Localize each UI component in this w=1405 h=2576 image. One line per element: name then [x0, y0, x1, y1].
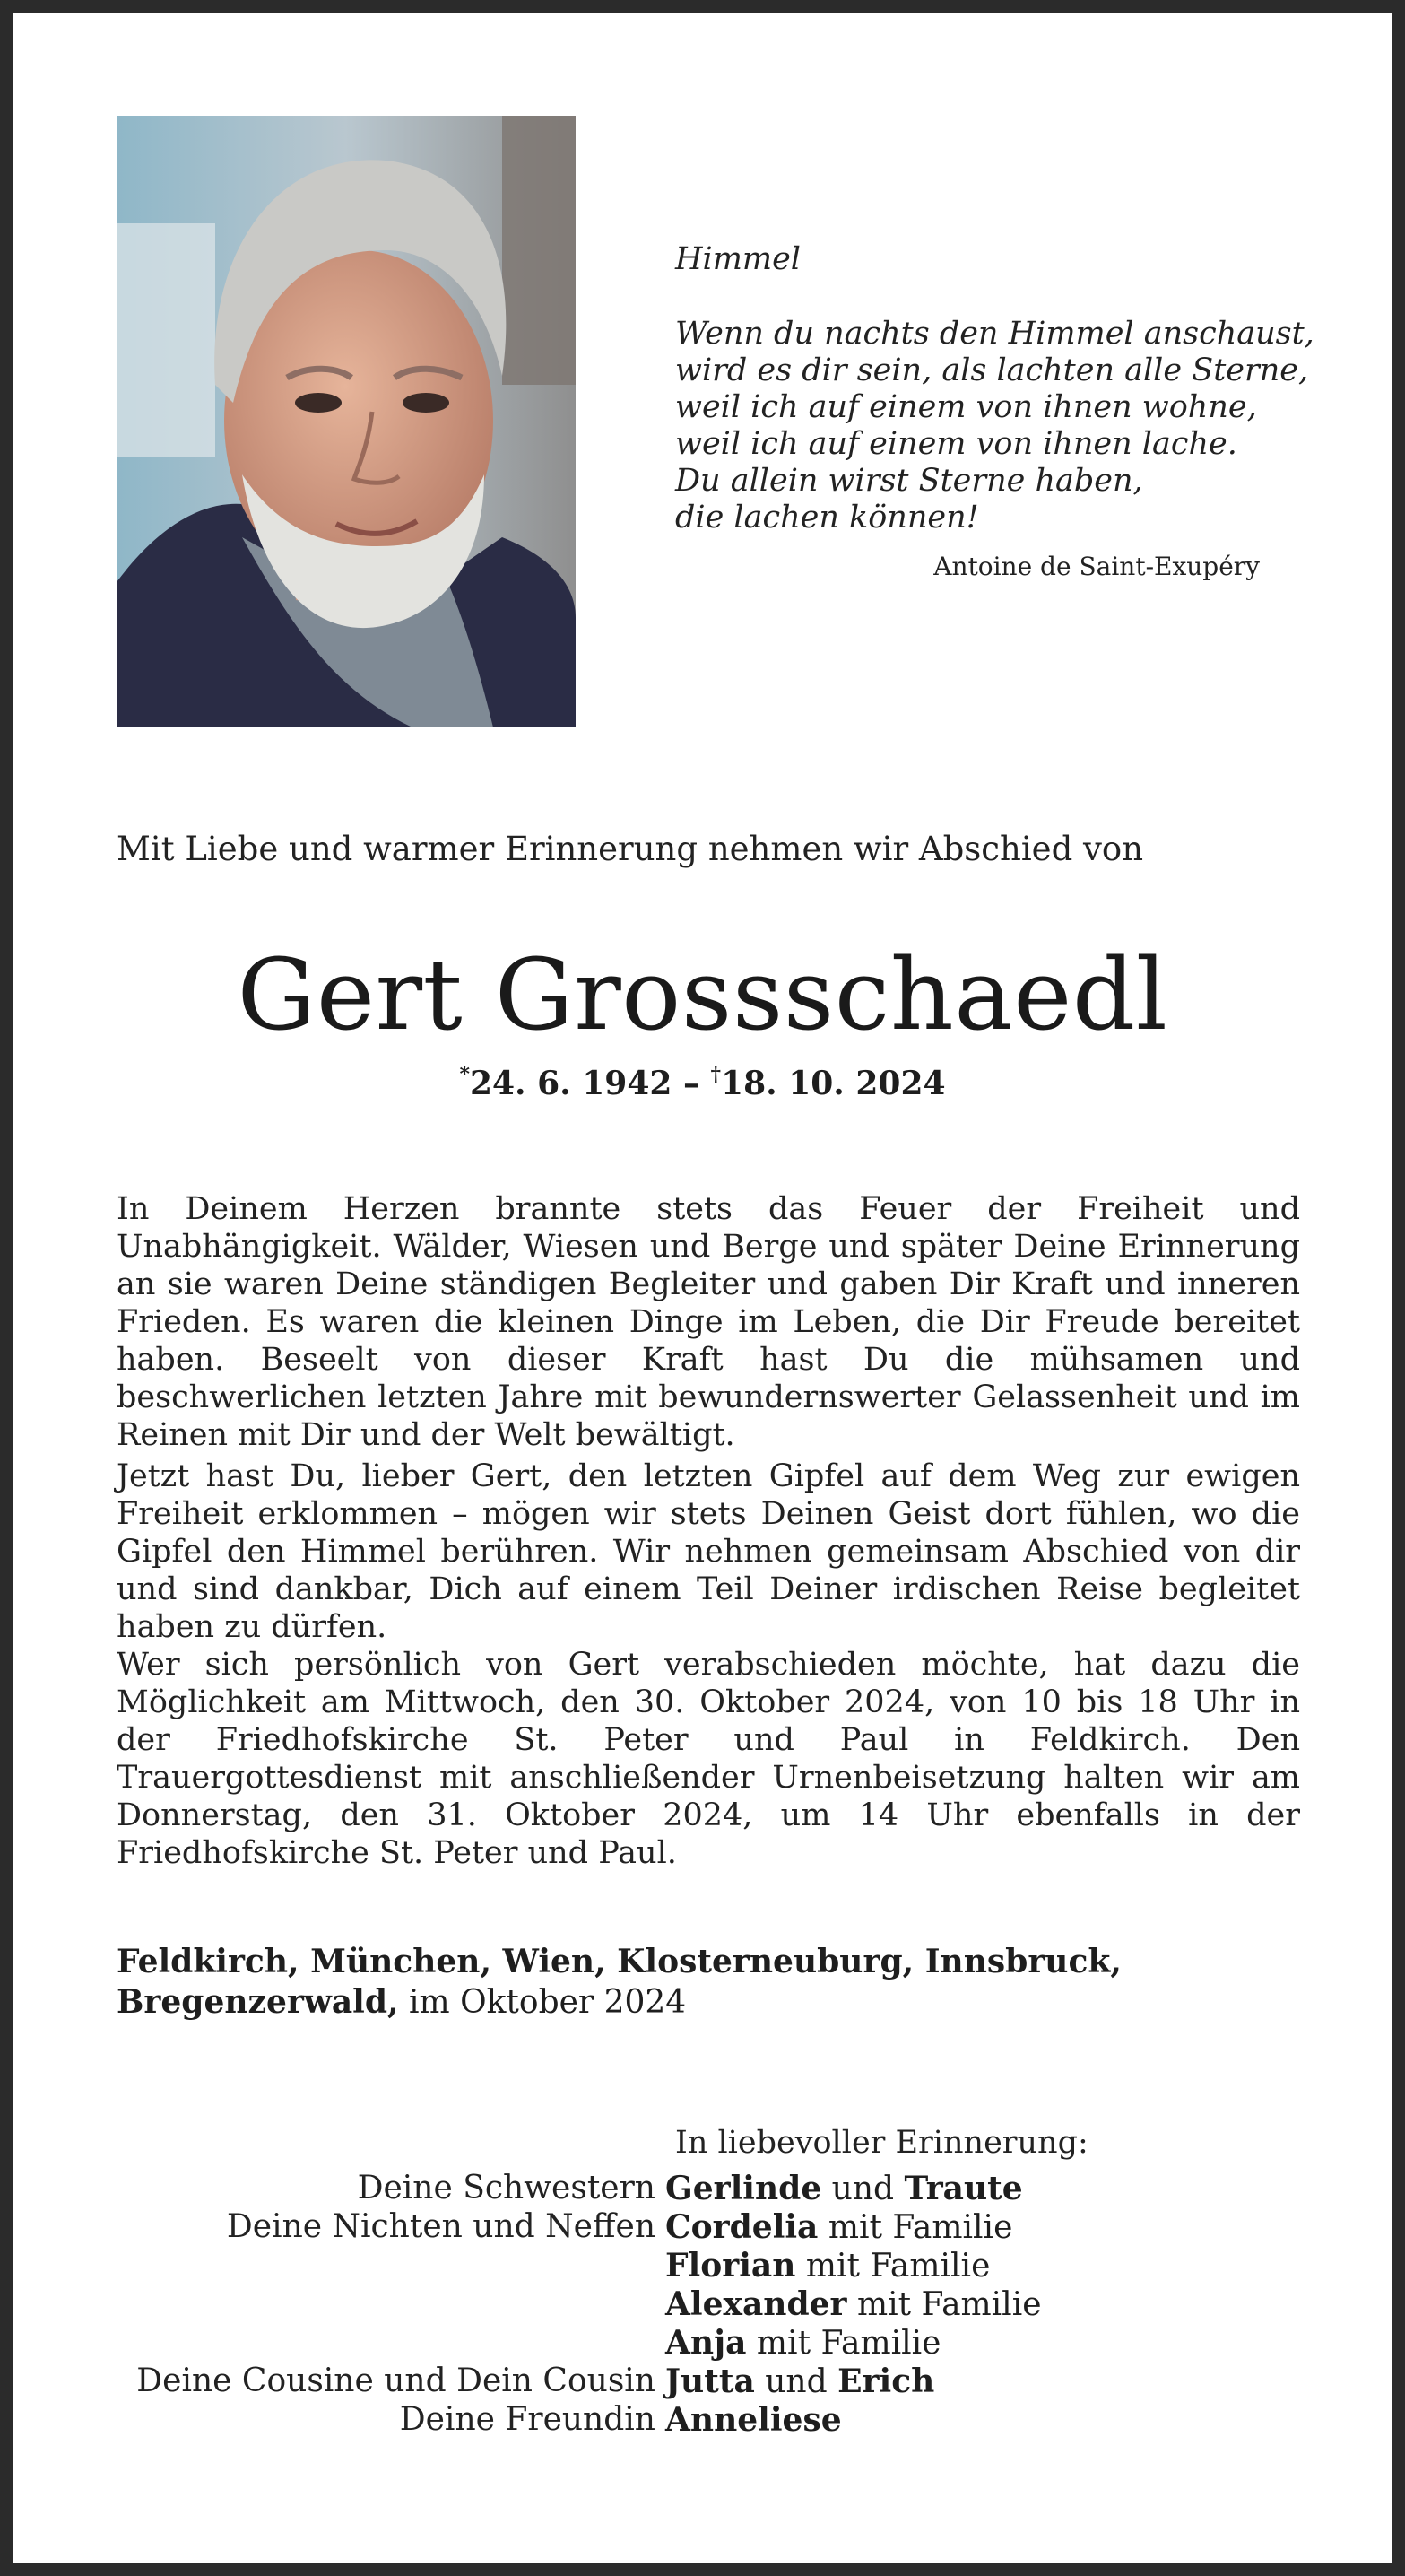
signature-names: [665, 2324, 1392, 2363]
birth-symbol: *: [459, 1063, 470, 1086]
signature-connector: mit Familie: [746, 2325, 941, 2362]
signature-name: Erich: [837, 2363, 935, 2400]
poem-line: weil ich auf einem von ihnen lache.: [675, 426, 1237, 462]
signature-connector: mit Familie: [818, 2209, 1013, 2246]
signature-connector: und: [754, 2363, 838, 2400]
poem-line: weil ich auf einem von ihnen wohne,: [675, 389, 1257, 425]
signature-row: [13, 2208, 1392, 2247]
signature-relation: [13, 2324, 665, 2363]
signature-relation: Deine Freundin: [399, 2401, 655, 2438]
poem-line: die lachen können!: [675, 500, 979, 535]
signature-row: [13, 2247, 1392, 2285]
signature-name: Anja: [665, 2324, 747, 2362]
poem: [675, 241, 1321, 536]
signature-relation: Deine Nichten und Neffen: [226, 2208, 655, 2245]
signature-connector: und: [821, 2171, 905, 2207]
intro-text: Mit Liebe und warmer Erinnerung nehmen wir Abschied von: [117, 830, 1144, 868]
signatures-list: [13, 2170, 1392, 2440]
portrait-photo: [117, 116, 576, 727]
paragraph-tribute: In Deinem Herzen brannte stets das Feuer der Freiheit und Unabhängigkeit. Wälder, Wiesen und Berge und später Deine Erinnerung an sie waren Deine ständigen Begleiter und gaben Dir Kraft und inneren Frieden. Es waren die kleinen Dinge im Leben, die Dir Freude bereitet haben. Beseelt von dieser Kraft hast Du die mühsamen und beschwerlichen letzten Jahre mit bewundernswerter Gelassenheit und im Reinen mit Dir und der Welt bewältigt.: [117, 1191, 1300, 1453]
places-and-date: [117, 1942, 1300, 2023]
signature-row: [13, 2401, 1392, 2440]
signature-row: [13, 2324, 1392, 2363]
date-separator: –: [672, 1065, 711, 1102]
signature-names: [665, 2363, 1392, 2401]
deceased-name: Gert Grossschaedl: [237, 937, 1168, 1052]
signature-name: Gerlinde: [665, 2170, 822, 2207]
signature-name: Alexander: [665, 2285, 847, 2323]
poem-line: Wenn du nachts den Himmel anschaust,: [675, 316, 1314, 352]
death-symbol: †: [710, 1063, 722, 1086]
signature-names: [665, 2285, 1392, 2324]
signature-name: Cordelia: [665, 2208, 819, 2246]
signature-relation: Deine Schwestern: [357, 2170, 655, 2206]
places-list: Feldkirch, München, Wien, Klosterneuburg, Innsbruck, Bregenzerwald,: [117, 1943, 1122, 2021]
signature-row: [13, 2170, 1392, 2208]
signature-name: Florian: [665, 2247, 796, 2284]
signature-names: [665, 2170, 1392, 2208]
signature-row: [13, 2363, 1392, 2401]
signature-names: [665, 2208, 1392, 2247]
poem-line: wird es dir sein, als lachten alle Sterne,: [675, 352, 1309, 388]
poem-author: Antoine de Saint-Exupéry: [933, 552, 1260, 581]
signature-name: Traute: [904, 2170, 1023, 2207]
signature-names: [665, 2401, 1392, 2440]
life-dates: [13, 1065, 1392, 1102]
paragraph-service-info: Wer sich persönlich von Gert verabschieden möchte, hat dazu die Möglichkeit am Mittwoch, den 30. Oktober 2024, von 10 bis 18 Uhr in der Friedhofskirche St. Peter und Paul in Feldkirch. Den Trauergottesdienst mit anschließender Urnenbeisetzung halten wir am Donnerstag, den 31. Oktober 2024, um 14 Uhr ebenfalls in der Friedhofskirche St. Peter und Paul.: [117, 1647, 1300, 1871]
signature-name: Jutta: [665, 2363, 755, 2400]
signature-connector: mit Familie: [795, 2248, 991, 2284]
death-date: 18. 10. 2024: [721, 1065, 946, 1102]
signature-relation: Deine Cousine und Dein Cousin: [136, 2363, 655, 2399]
poem-title: Himmel: [675, 241, 801, 277]
birth-date: 24. 6. 1942: [469, 1065, 672, 1102]
signature-names: [665, 2247, 1392, 2285]
obituary-page: [13, 13, 1392, 2563]
signature-row: [13, 2285, 1392, 2324]
paragraph-farewell: Jetzt hast Du, lieber Gert, den letzten Gipfel auf dem Weg zur ewigen Freiheit erklommen – mögen wir stets Deinen Geist dort fühlen, wo die Gipfel den Himmel berühren. Wir nehmen gemeinsam Abschied von dir und sind dankbar, Dich auf einem Teil Deiner irdischen Reise begleitet haben zu dürfen.: [117, 1458, 1300, 1645]
signatures-heading: In liebevoller Erinnerung:: [675, 2125, 1088, 2161]
poem-line: Du allein wirst Sterne haben,: [675, 463, 1143, 499]
signature-relation: [13, 2285, 665, 2324]
signature-name: Anneliese: [665, 2401, 842, 2439]
signature-relation: [13, 2247, 665, 2285]
place-date: im Oktober 2024: [398, 1984, 687, 2021]
signature-connector: mit Familie: [846, 2286, 1042, 2323]
